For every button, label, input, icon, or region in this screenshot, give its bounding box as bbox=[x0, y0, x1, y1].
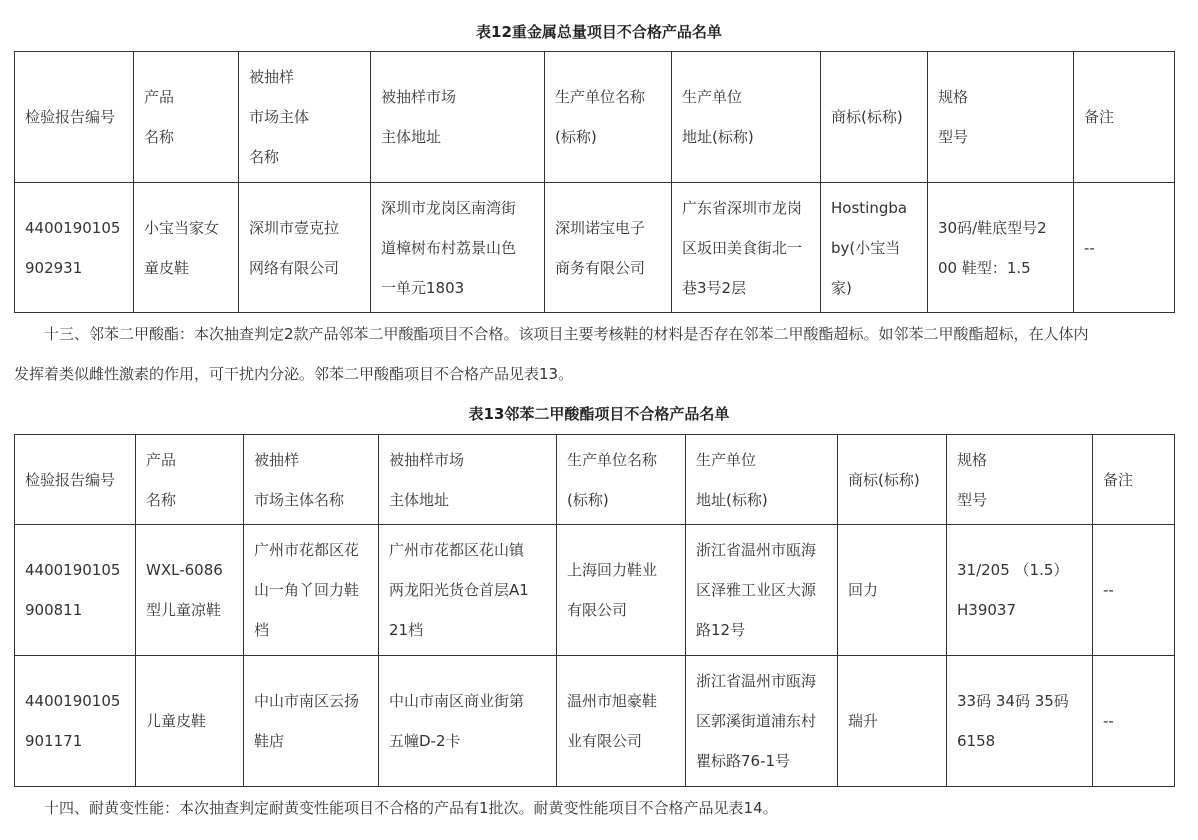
header-cell bbox=[672, 52, 821, 183]
table-cell bbox=[686, 525, 838, 656]
table-cell bbox=[136, 656, 244, 787]
table-cell-text: -- bbox=[1084, 238, 1095, 257]
table-cell-text: 广东省深圳市龙岗 bbox=[682, 198, 803, 217]
header-cell-text: 生产单位名称 bbox=[567, 450, 658, 469]
table-cell bbox=[838, 525, 947, 656]
table-cell-text: 山一角丫回力鞋 bbox=[254, 581, 360, 599]
table-cell-text: 中山市南区商业街第 bbox=[389, 692, 525, 710]
header-cell-text: 地址(标称) bbox=[696, 490, 768, 509]
section-14-line-1: 十四、耐黄变性能：本次抽查判定耐黄变性能项目不合格的产品有1批次。耐黄变性能项目不合格产品见表14。 bbox=[44, 799, 778, 817]
table-cell-text: 小宝当家女 bbox=[144, 218, 220, 237]
table-cell-text: 深圳市壹克拉 bbox=[249, 218, 340, 237]
table-cell bbox=[134, 183, 239, 313]
table-cell bbox=[545, 183, 672, 313]
table-cell bbox=[928, 183, 1074, 313]
header-cell-text: (标称) bbox=[567, 490, 609, 509]
header-cell-text: 地址(标称) bbox=[682, 128, 754, 146]
header-cell bbox=[686, 435, 838, 525]
table-cell-text: 瑞升 bbox=[848, 712, 879, 730]
table-cell-text: 浙江省温州市瓯海 bbox=[696, 672, 817, 690]
table-cell bbox=[1074, 183, 1175, 313]
table12 bbox=[14, 51, 1175, 313]
table-cell bbox=[672, 183, 821, 313]
table-cell-text: 档 bbox=[254, 621, 270, 639]
table-cell bbox=[379, 656, 557, 787]
table-cell-text: 网络有限公司 bbox=[249, 258, 340, 277]
header-cell-text: 商标(标称) bbox=[831, 108, 903, 126]
table-cell bbox=[821, 183, 928, 313]
header-cell-text: (标称) bbox=[555, 128, 597, 146]
table-cell-text: 6158 bbox=[957, 732, 996, 750]
table-cell-text: 30码/鞋底型号2 bbox=[938, 218, 1047, 237]
table-cell-text: 中山市南区云扬 bbox=[254, 692, 360, 710]
header-cell-text: 产品 bbox=[144, 88, 175, 106]
section-13-line-2: 发挥着类似雌性激素的作用，可干扰内分泌。邻苯二甲酸酯项目不合格产品见表13。 bbox=[14, 365, 574, 383]
header-cell-text: 规格 bbox=[938, 88, 969, 106]
header-cell-text: 主体地址 bbox=[381, 128, 442, 146]
header-cell bbox=[838, 435, 947, 525]
header-cell bbox=[379, 435, 557, 525]
table-cell-text: 902931 bbox=[25, 258, 83, 277]
header-cell-text: 备注 bbox=[1103, 470, 1134, 489]
table-cell-text: 区泽雅工业区大源 bbox=[696, 581, 817, 599]
header-cell-text: 型号 bbox=[938, 128, 969, 146]
table-cell-text: 区郭溪街道浦东村 bbox=[696, 712, 817, 730]
table-cell-text: H39037 bbox=[957, 601, 1016, 619]
header-cell bbox=[371, 52, 545, 183]
table-cell bbox=[15, 656, 136, 787]
table-cell-text: 31/205 （1.5） bbox=[957, 561, 1069, 579]
header-cell-text: 型号 bbox=[957, 490, 988, 509]
header-cell bbox=[15, 52, 134, 183]
table-cell-text: 商务有限公司 bbox=[555, 258, 646, 277]
header-cell bbox=[557, 435, 686, 525]
header-cell bbox=[545, 52, 672, 183]
table13-caption: 表13邻苯二甲酸酯项目不合格产品名单 bbox=[468, 405, 730, 423]
table-cell-text: 五幢D-2卡 bbox=[389, 732, 461, 750]
header-cell-text: 产品 bbox=[146, 450, 177, 469]
table-cell-text: 区坂田美食街北一 bbox=[682, 238, 803, 257]
table-cell-text: 道樟树布村荔景山色 bbox=[381, 238, 517, 257]
table-row bbox=[15, 656, 1175, 787]
table-cell-text: 上海回力鞋业 bbox=[567, 561, 658, 579]
header-cell-text: 生产单位 bbox=[696, 450, 757, 469]
table-cell-text: 广州市花都区花山镇 bbox=[389, 541, 525, 559]
section-13-paragraph bbox=[14, 314, 1176, 394]
table-cell bbox=[947, 656, 1093, 787]
header-cell-text: 被抽样市场 bbox=[381, 88, 457, 106]
header-cell-text: 检验报告编号 bbox=[25, 108, 116, 126]
table-cell-text: 深圳诺宝电子 bbox=[555, 218, 646, 237]
table-cell-text: 童皮鞋 bbox=[144, 258, 190, 277]
header-row bbox=[15, 435, 1175, 525]
header-cell-text: 生产单位名称 bbox=[555, 88, 646, 106]
table-cell-text: 型儿童凉鞋 bbox=[146, 601, 222, 619]
table-cell-text: WXL-6086 bbox=[146, 561, 223, 579]
table-cell-text: -- bbox=[1103, 712, 1114, 730]
table-cell-text: 业有限公司 bbox=[567, 732, 643, 750]
header-cell-text: 被抽样市场 bbox=[389, 450, 465, 469]
table-cell-text: 两龙阳光货仓首层A1 bbox=[389, 581, 529, 599]
header-row bbox=[15, 52, 1175, 183]
header-cell-text: 检验报告编号 bbox=[25, 470, 116, 489]
section-13-line-1: 十三、邻苯二甲酸酯：本次抽查判定2款产品邻苯二甲酸酯项目不合格。该项目主要考核鞋的材料是否存在邻苯二甲酸酯超标。如邻苯二甲酸酯超标，在人体内 bbox=[44, 325, 1089, 343]
table-cell-text: 4400190105 bbox=[25, 692, 121, 710]
table-cell-text: 33码 34码 35码 bbox=[957, 692, 1069, 710]
table-cell-text: by(小宝当 bbox=[831, 238, 901, 257]
table-cell bbox=[15, 525, 136, 656]
header-cell-text: 商标(标称) bbox=[848, 470, 920, 489]
table-cell-text: 广州市花都区花 bbox=[254, 541, 360, 559]
header-cell bbox=[15, 435, 136, 525]
table-cell-text: 巷3号2层 bbox=[682, 278, 747, 297]
header-cell bbox=[947, 435, 1093, 525]
section-14-paragraph bbox=[14, 788, 1176, 828]
header-cell-text: 被抽样 bbox=[249, 68, 295, 86]
table-cell-text: 21档 bbox=[389, 621, 424, 639]
table-cell bbox=[239, 183, 371, 313]
table-cell bbox=[557, 656, 686, 787]
header-cell-text: 生产单位 bbox=[682, 88, 743, 106]
table-row bbox=[15, 183, 1175, 313]
table-cell bbox=[244, 525, 379, 656]
header-cell bbox=[821, 52, 928, 183]
table-cell-text: 一单元1803 bbox=[381, 278, 465, 297]
table-cell-text: -- bbox=[1103, 581, 1114, 599]
table-cell bbox=[379, 525, 557, 656]
table-cell-text: 瞿标路76-1号 bbox=[696, 752, 791, 770]
header-cell-text: 规格 bbox=[957, 450, 988, 469]
header-cell-text: 被抽样 bbox=[254, 450, 300, 469]
header-cell bbox=[928, 52, 1074, 183]
header-cell bbox=[239, 52, 371, 183]
header-cell bbox=[1074, 52, 1175, 183]
header-cell-text: 名称 bbox=[146, 490, 177, 509]
header-cell-text: 主体地址 bbox=[389, 490, 450, 509]
header-cell-text: 名称 bbox=[249, 148, 280, 166]
header-cell-text: 市场主体名称 bbox=[254, 490, 345, 509]
table-cell-text: 900811 bbox=[25, 601, 83, 619]
table-cell bbox=[947, 525, 1093, 656]
table-cell-text: 901171 bbox=[25, 732, 83, 750]
table-cell-text: 00 鞋型：1.5 bbox=[938, 258, 1031, 277]
table-cell bbox=[371, 183, 545, 313]
table-cell-text: 4400190105 bbox=[25, 561, 121, 579]
table-cell bbox=[136, 525, 244, 656]
header-cell bbox=[134, 52, 239, 183]
table-cell bbox=[15, 183, 134, 313]
table-cell-text: 深圳市龙岗区南湾街 bbox=[381, 198, 517, 217]
header-cell-text: 名称 bbox=[144, 128, 175, 146]
table-cell-text: 家) bbox=[831, 278, 852, 297]
header-cell-text: 备注 bbox=[1084, 108, 1115, 126]
table-cell bbox=[1093, 656, 1175, 787]
table-cell-text: 有限公司 bbox=[567, 601, 628, 619]
table-cell bbox=[838, 656, 947, 787]
table12-caption: 表12重金属总量项目不合格产品名单 bbox=[476, 23, 722, 41]
table-cell-text: 鞋店 bbox=[254, 732, 285, 750]
table-cell-text: 路12号 bbox=[696, 621, 746, 639]
table-cell bbox=[557, 525, 686, 656]
table-cell bbox=[244, 656, 379, 787]
table-cell bbox=[1093, 525, 1175, 656]
table-cell-text: 浙江省温州市瓯海 bbox=[696, 541, 817, 559]
header-cell bbox=[136, 435, 244, 525]
header-cell bbox=[244, 435, 379, 525]
table-row bbox=[15, 525, 1175, 656]
header-cell-text: 市场主体 bbox=[249, 108, 310, 126]
table13 bbox=[14, 434, 1175, 787]
header-cell bbox=[1093, 435, 1175, 525]
table-cell-text: Hostingba bbox=[831, 198, 908, 217]
table-cell-text: 温州市旭豪鞋 bbox=[567, 692, 658, 710]
table-cell-text: 回力 bbox=[848, 581, 879, 599]
table-cell-text: 4400190105 bbox=[25, 218, 121, 237]
table-cell-text: 儿童皮鞋 bbox=[146, 712, 207, 730]
table-cell bbox=[686, 656, 838, 787]
